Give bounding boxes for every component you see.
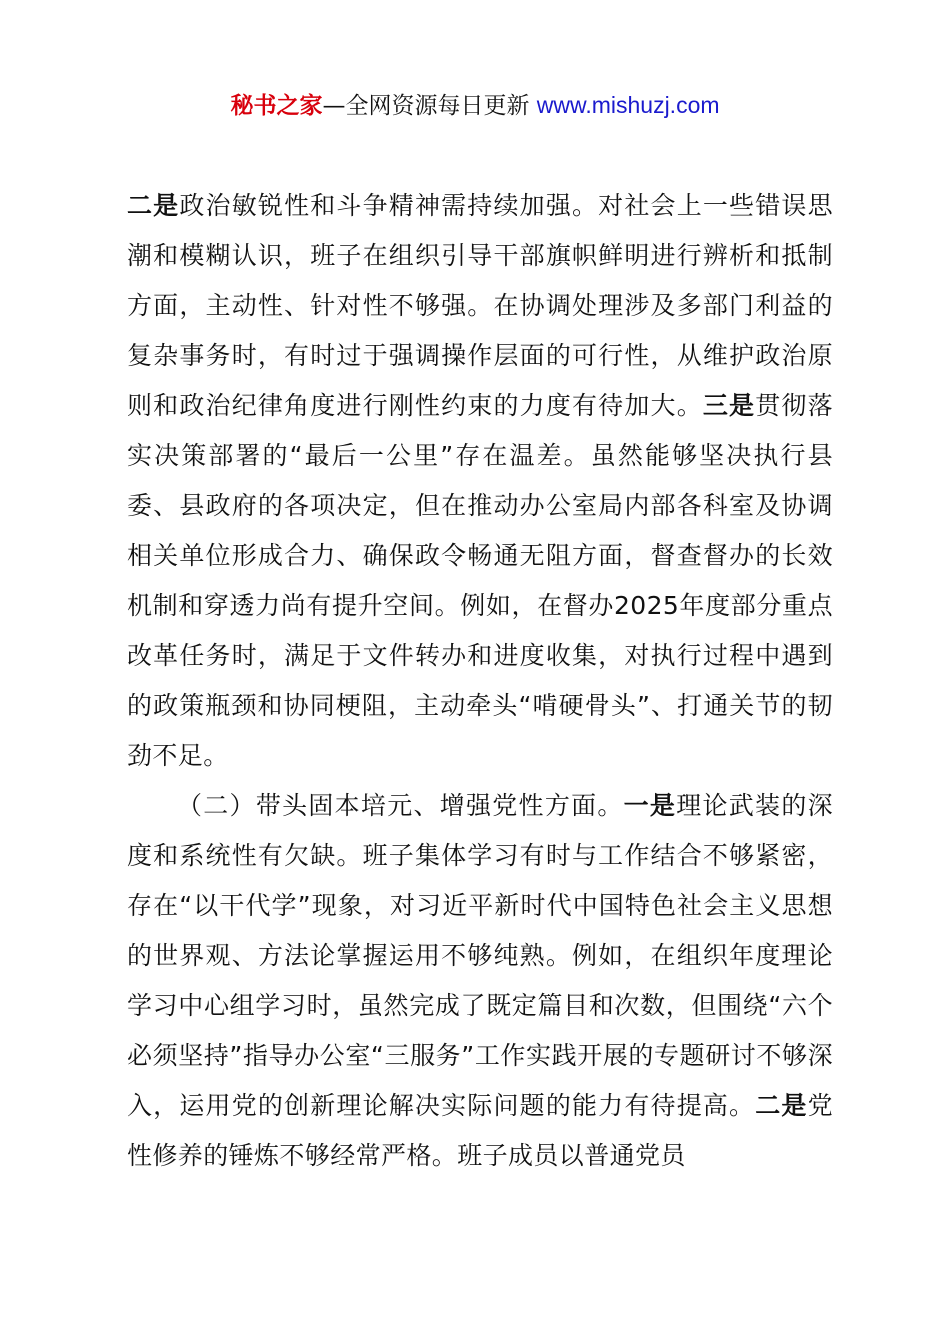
text-run: 贯彻落实决策部署的“最后一公里”存在温差。虽然能够坚决执行县委、县政府的各项决定，但在推动办公室局内部各科室及协调相关单位形成合力、确保政令畅通无阻方面，督查督办的长效机制和穿透力尚有提升空间。例如，在督办2025年度部分重点改革任务时，满足于文件转办和进度收集，对执行过程中遇到的政策瓶颈和协同梗阻，主动牵头“啃硬骨头”、打通关节的韧劲不足。 [127,391,833,770]
text-run: 理论武装的深度和系统性有欠缺。班子集体学习有时与工作结合不够紧密，存在“以干代学”现象，对习近平新时代中国特色社会主义思想的世界观、方法论掌握运用不够纯熟。例如，在组织年度理论学习中心组学习时，虽然完成了既定篇目和次数，但围绕“六个必须坚持”指导办公室“三服务”工作实践开展的专题研讨不够深入，运用党的创新理论解决实际问题的能力有待提高。 [127,791,833,1120]
text-run: 党性修养的锤炼不够经常严格。班子成员以普通党员 [127,1091,833,1170]
brand-name: 秘书之家 [230,93,323,119]
document-header [0,88,950,123]
document-body [127,181,833,1181]
section-heading: （二）带头固本培元、增强党性方面。 [177,791,624,820]
text-run: 政治敏锐性和斗争精神需持续加强。对社会上一些错误思潮和模糊认识，班子在组织引导干部旗帜鲜明进行辨析和抵制方面，主动性、针对性不够强。在协调处理涉及多部门利益的复杂事务时，有时过于强调操作层面的可行性，从维护政治原则和政治纪律角度进行刚性约束的力度有待加大。 [127,191,833,420]
paragraph-1 [127,181,833,781]
site-url-link[interactable]: www.mishuzj.com [536,92,720,118]
paragraph-2 [127,781,833,1181]
lead-marker-bold: 二是 [127,191,180,220]
header-tagline: —全网资源每日更新 [322,93,537,119]
lead-marker-bold: 一是 [623,791,677,820]
lead-marker-bold: 三是 [702,391,756,420]
lead-marker-bold: 二是 [755,1091,808,1120]
